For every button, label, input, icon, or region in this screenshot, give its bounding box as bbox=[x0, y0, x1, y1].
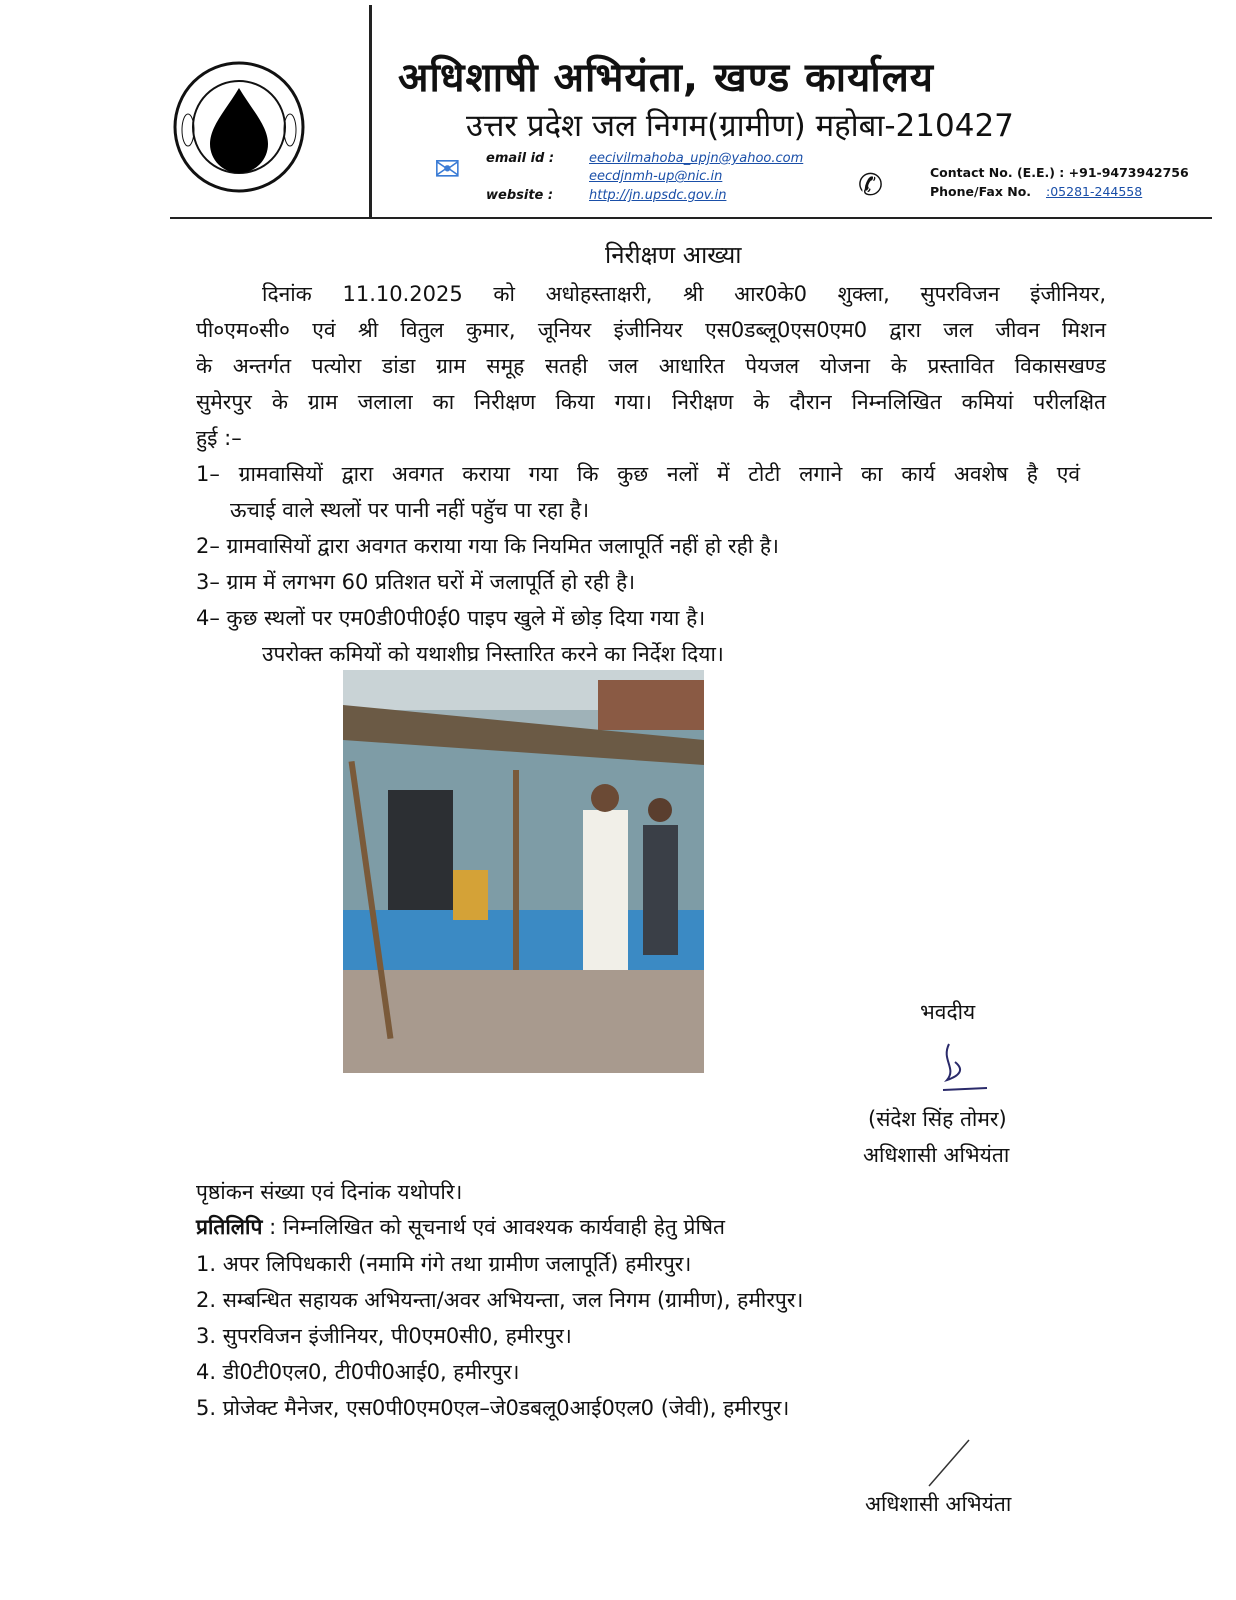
website-link[interactable]: http://jn.upsdc.gov.in bbox=[589, 188, 727, 203]
copy-recipient: 1. अपर लिपिधकारी (नमामि गंगे तथा ग्रामीण जलापूर्ति) हमीरपुर। bbox=[196, 1252, 692, 1276]
phone-icon: ✆ bbox=[858, 168, 884, 203]
office-title: अधिशाषी अभियंता, खण्ड कार्यालय bbox=[398, 55, 935, 101]
email-link-1[interactable]: eecivilmahoba_upjn@yahoo.com bbox=[589, 151, 804, 166]
copy-to-line bbox=[196, 1213, 725, 1241]
copy-recipient: 5. प्रोजेक्ट मैनेजर, एस0पी0एम0एल–जे0डबलू0आई0एल0 (जेवी), हमीरपुर। bbox=[196, 1396, 790, 1420]
header-divider-vertical bbox=[369, 5, 372, 219]
document-heading: निरीक्षण आख्या bbox=[605, 241, 742, 269]
email-icon: ✉ bbox=[434, 150, 461, 188]
copy-text: : निम्नलिखित को सूचनार्थ एवं आवश्यक कार्यवाही हेतु प्रेषित bbox=[269, 1215, 725, 1239]
finding-item: 1– ग्रामवासियों द्वारा अवगत कराया गया कि कुछ नलों में टोटी लगाने का कार्य अवशेष है एवं bbox=[196, 462, 1080, 486]
closing: भवदीय bbox=[920, 1000, 976, 1024]
finding-item: 4– कुछ स्थलों पर एम0डी0पी0ई0 पाइप खुले में छोड़ दिया गया है। bbox=[196, 606, 706, 630]
initial-mark bbox=[925, 1438, 975, 1494]
website-label: website : bbox=[486, 188, 554, 203]
finding-item-continued: ऊचाई वाले स्थलों पर पानी नहीं पहुॅच पा रहा है। bbox=[230, 498, 590, 522]
footer-signer-title: अधिशासी अभियंता bbox=[865, 1492, 1012, 1516]
email-label: email id : bbox=[486, 151, 555, 166]
inspection-photo bbox=[343, 670, 704, 1073]
copy-label: प्रतिलिपि bbox=[196, 1215, 263, 1239]
header-divider-horizontal bbox=[170, 217, 1212, 219]
conclusion: उपरोक्त कमियों को यथाशीघ्र निस्तारित करने का निर्देश दिया। bbox=[262, 642, 724, 666]
copy-recipient: 2. सम्बन्धित सहायक अभियन्ता/अवर अभियन्ता, जल निगम (ग्रामीण), हमीरपुर। bbox=[196, 1288, 804, 1312]
paragraph-line: हुई :– bbox=[196, 426, 242, 450]
paragraph-line: सुमेरपुर के ग्राम जलाला का निरीक्षण किया गया। निरीक्षण के दौरान निम्नलिखित कमियां परीलक्षित bbox=[196, 390, 1106, 414]
phone-fax-number[interactable]: :05281-244558 bbox=[1046, 184, 1143, 199]
paragraph-line: के अन्तर्गत पत्योरा डांडा ग्राम समूह सतही जल आधारित पेयजल योजना के प्रस्तावित विकासखण्ड bbox=[196, 354, 1106, 378]
signature bbox=[935, 1040, 995, 1099]
copy-recipient: 3. सुपरविजन इंजीनियर, पी0एम0सी0, हमीरपुर। bbox=[196, 1324, 572, 1348]
contact-number: Contact No. (E.E.) : +91-9473942756 bbox=[930, 165, 1189, 180]
signer-name: (संदेश सिंह तोमर) bbox=[868, 1107, 1007, 1131]
paragraph-line: पी०एम०सी० एवं श्री वितुल कुमार, जूनियर इंजीनियर एस0डब्लू0एस0एम0 द्वारा जल जीवन मिशन bbox=[196, 318, 1106, 342]
office-subtitle: उत्तर प्रदेश जल निगम(ग्रामीण) महोबा-210427 bbox=[466, 108, 1014, 144]
phone-fax-label: Phone/Fax No. bbox=[930, 184, 1032, 199]
logo bbox=[172, 60, 306, 194]
finding-item: 3– ग्राम में लगभग 60 प्रतिशत घरों में जलापूर्ति हो रही है। bbox=[196, 570, 636, 594]
endorsement: पृष्ठांकन संख्या एवं दिनांक यथोपरि। bbox=[196, 1180, 463, 1204]
signer-title: अधिशासी अभियंता bbox=[863, 1143, 1010, 1167]
copy-recipient: 4. डी0टी0एल0, टी0पी0आई0, हमीरपुर। bbox=[196, 1360, 520, 1384]
paragraph-line: दिनांक 11.10.2025 को अधोहस्ताक्षरी, श्री आर0के0 शुक्ला, सुपरविजन इंजीनियर, bbox=[262, 282, 1106, 306]
finding-item: 2– ग्रामवासियों द्वारा अवगत कराया गया कि नियमित जलापूर्ति नहीं हो रही है। bbox=[196, 534, 779, 558]
email-link-2[interactable]: eecdjnmh-up@nic.in bbox=[589, 169, 723, 184]
